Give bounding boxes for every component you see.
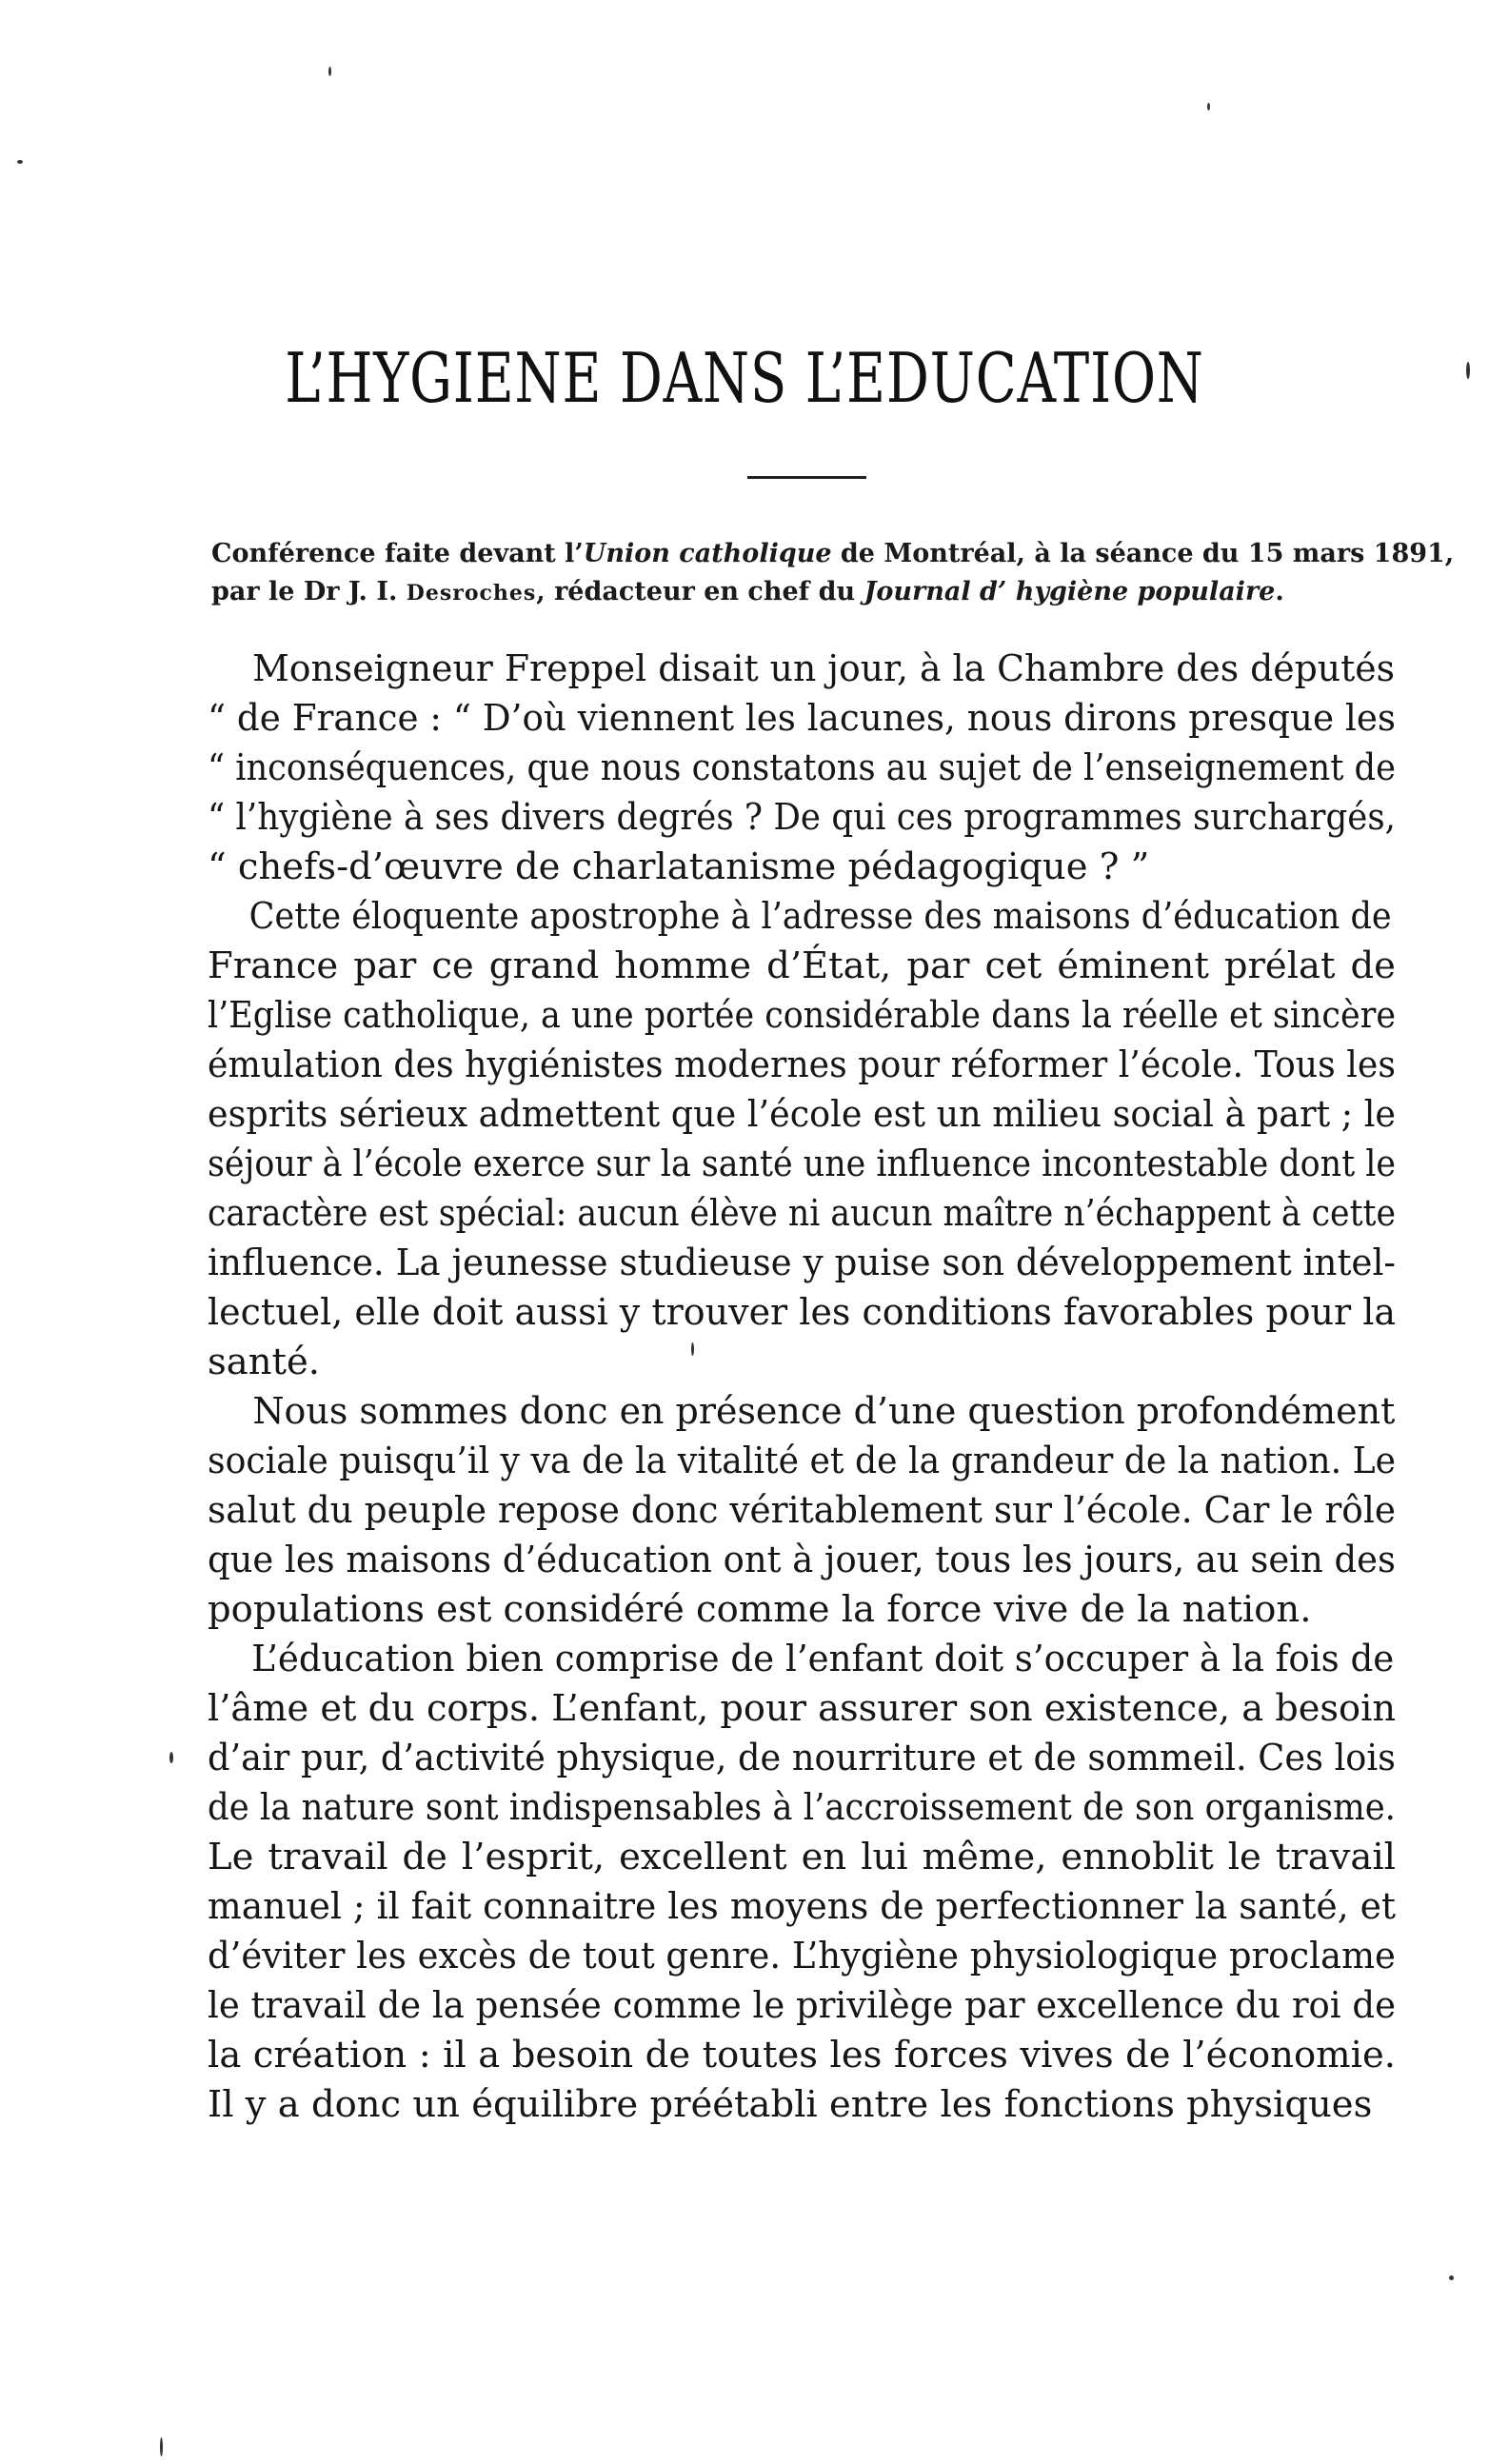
scan-speck bbox=[1466, 362, 1470, 379]
text-line: l’Eglise catholique, a une portée considérable dans la réelle et sincère bbox=[208, 994, 1396, 1037]
paragraph-4 bbox=[208, 1635, 1396, 2130]
text-line: L’éducation bien comprise de l’enfant doit s’occuper à la fois de bbox=[251, 1638, 1395, 1680]
byline-author: Desroches bbox=[406, 581, 537, 606]
text-line: le travail de la pensée comme le privilège par excellence du roi de bbox=[208, 1984, 1397, 2027]
text-line: Cette éloquente apostrophe à l’adresse des maisons d’éducation de bbox=[248, 895, 1392, 938]
text-line: Monseigneur Freppel disait un jour, à la Chambre des députés bbox=[252, 647, 1396, 690]
article-body bbox=[208, 645, 1396, 2130]
byline-text: , rédacteur en chef du bbox=[536, 577, 864, 606]
text-line: “ chefs-d’œuvre de charlatanisme pédagogique ? ” bbox=[208, 845, 1150, 888]
scan-speck bbox=[328, 67, 331, 76]
paragraph-3 bbox=[208, 1387, 1396, 1635]
paragraph-2 bbox=[208, 892, 1396, 1387]
text-line: influence. La jeunesse studieuse y puise son développement intel- bbox=[208, 1242, 1397, 1284]
text-line: santé. bbox=[208, 1341, 321, 1383]
byline-journal: Journal d’ hygiène populaire bbox=[864, 577, 1276, 606]
scan-speck bbox=[1449, 2275, 1454, 2280]
text-line: lectuel, elle doit aussi y trouver les conditions favorables pour la bbox=[208, 1291, 1397, 1334]
byline-text: de Montréal, à la séance du 15 mars 1891, bbox=[831, 539, 1455, 568]
text-line: caractère est spécial: aucun élève ni aucun maître n’échappent à cette bbox=[208, 1192, 1397, 1235]
text-line: France par ce grand homme d’État, par cet éminent prélat de bbox=[208, 944, 1396, 987]
text-line: Le travail de l’esprit, excellent en lui même, ennoblit le travail bbox=[208, 1836, 1396, 1878]
text-line: manuel ; il fait connaitre les moyens de perfectionner la santé, et bbox=[208, 1885, 1397, 1928]
text-line: “ l’hygiène à ses divers degrés ? De qui ces programmes surchargés, bbox=[208, 796, 1396, 839]
byline-line-2 bbox=[211, 573, 1401, 612]
text-line: séjour à l’école exerce sur la santé une influence incontestable dont le bbox=[208, 1143, 1397, 1185]
scan-speck bbox=[160, 2437, 163, 2456]
scan-speck bbox=[17, 160, 23, 164]
byline-text: par le Dr J. I. bbox=[211, 577, 407, 606]
text-line: l’âme et du corps. L’enfant, pour assurer son existence, a besoin bbox=[208, 1687, 1396, 1730]
byline-text: . bbox=[1275, 577, 1284, 606]
text-line: Il y a donc un équilibre préétabli entre les fonctions physiques bbox=[208, 2083, 1373, 2126]
text-line: la création : il a besoin de toutes les forces vives de l’économie. bbox=[208, 2034, 1396, 2077]
text-line: Nous sommes donc en présence d’une question profondément bbox=[252, 1390, 1396, 1433]
text-line: d’air pur, d’activité physique, de nourriture et de sommeil. Ces lois bbox=[208, 1737, 1396, 1779]
text-line: d’éviter les excès de tout genre. L’hygiène physiologique proclame bbox=[208, 1935, 1396, 1977]
title-divider bbox=[747, 476, 866, 479]
text-line: émulation des hygiénistes modernes pour réformer l’école. Tous les bbox=[208, 1043, 1396, 1086]
text-line: esprits sérieux admettent que l’école est un milieu social à part ; le bbox=[208, 1093, 1396, 1136]
page-title: L’HYGIENE DANS L’EDUCATION bbox=[285, 338, 1204, 418]
byline-organization: Union catholique bbox=[583, 539, 832, 568]
paragraph-1 bbox=[208, 645, 1396, 892]
byline-line-1 bbox=[211, 535, 1455, 573]
scan-speck bbox=[1207, 103, 1210, 110]
byline bbox=[211, 535, 1455, 612]
byline-text: Conférence faite devant l’ bbox=[211, 539, 584, 568]
text-line: “ de France : “ D’où viennent les lacunes, nous dirons presque les bbox=[208, 697, 1397, 740]
text-line: que les maisons d’éducation ont à jouer, tous les jours, au sein des bbox=[208, 1539, 1396, 1581]
text-line: populations est considéré comme la force vive de la nation. bbox=[208, 1588, 1312, 1631]
text-line: “ inconséquences, que nous constatons au sujet de l’enseignement de bbox=[208, 746, 1396, 789]
scan-speck bbox=[169, 1752, 173, 1763]
text-line: de la nature sont indispensables à l’accroissement de son organisme. bbox=[208, 1786, 1396, 1829]
text-line: sociale puisqu’il y va de la vitalité et de la grandeur de la nation. Le bbox=[208, 1440, 1397, 1482]
scan-speck bbox=[691, 1342, 694, 1356]
text-line: salut du peuple repose donc véritablement sur l’école. Car le rôle bbox=[208, 1489, 1397, 1532]
